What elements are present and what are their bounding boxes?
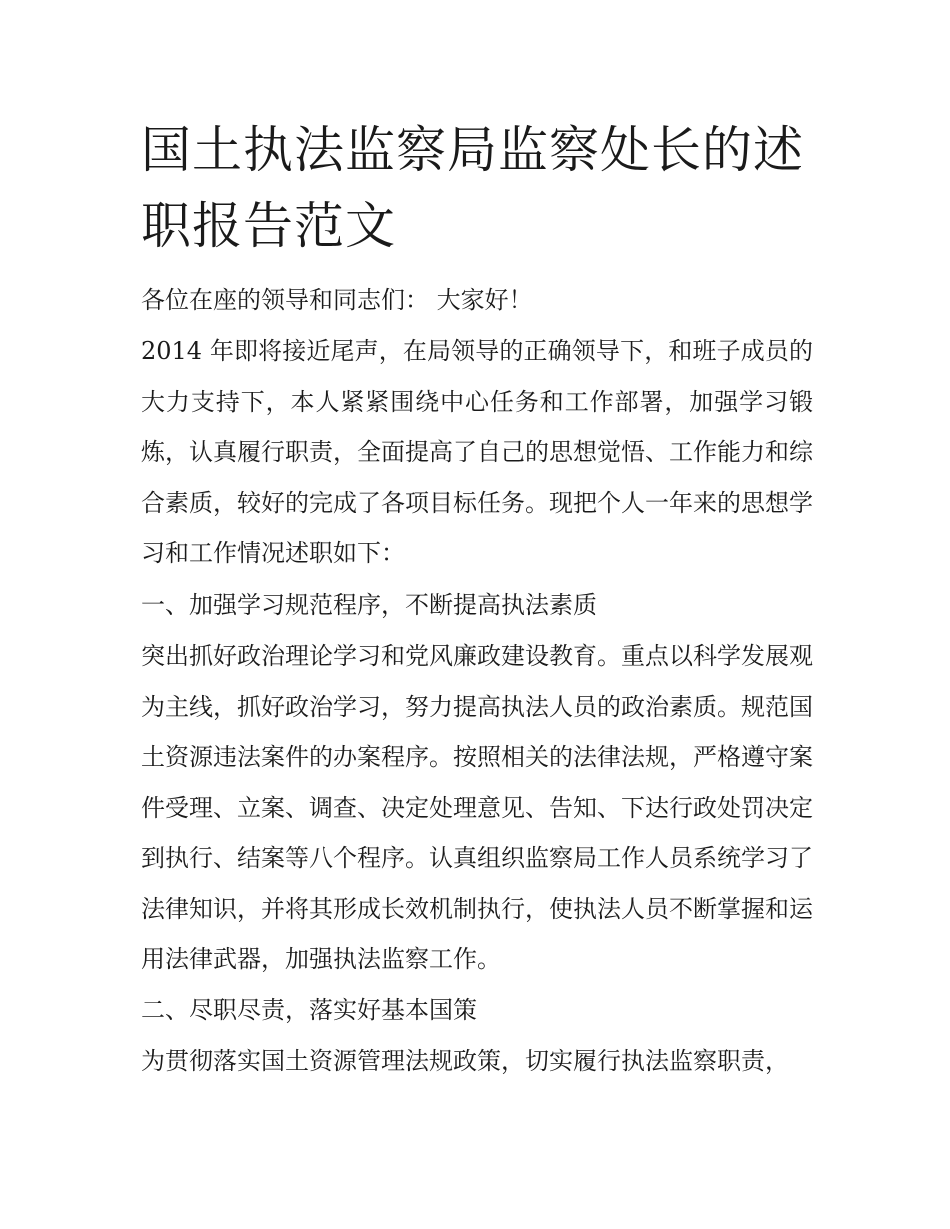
greeting-line: 各位在座的领导和同志们： 大家好！ <box>141 286 533 314</box>
section-heading-2: 二、尽职尽责，落实好基本国策 <box>141 996 477 1024</box>
document-title: 国土执法监察局监察处长的述职报告范文 <box>141 121 804 255</box>
section-heading-1: 一、加强学习规范程序，不断提高执法素质 <box>141 591 597 619</box>
section-2-paragraph: 为贯彻落实国土资源管理法规政策，切实履行执法监察职责， <box>141 1047 789 1075</box>
intro-paragraph: 2014 年即将接近尾声，在局领导的正确领导下，和班子成员的大力支持下，本人紧紧围绕中心任务和工作部署，加强学习锻炼，认真履行职责，全面提高了自己的思想觉悟、工作能力和综合素质，较好的完成了各项目标任务。现把个人一年来的思想学习和工作情况述职如下： <box>141 337 813 567</box>
section-1-paragraph: 突出抓好政治理论学习和党风廉政建设教育。重点以科学发展观为主线，抓好政治学习，努力提高执法人员的政治素质。规范国土资源违法案件的办案程序。按照相关的法律法规，严格遵守案件受理、立案、调查、决定处理意见、告知、下达行政处罚决定到执行、结案等八个程序。认真组织监察局工作人员系统学习了法律知识，并将其形成长效机制执行，使执法人员不断掌握和运用法律武器，加强执法监察工作。 <box>141 642 813 973</box>
